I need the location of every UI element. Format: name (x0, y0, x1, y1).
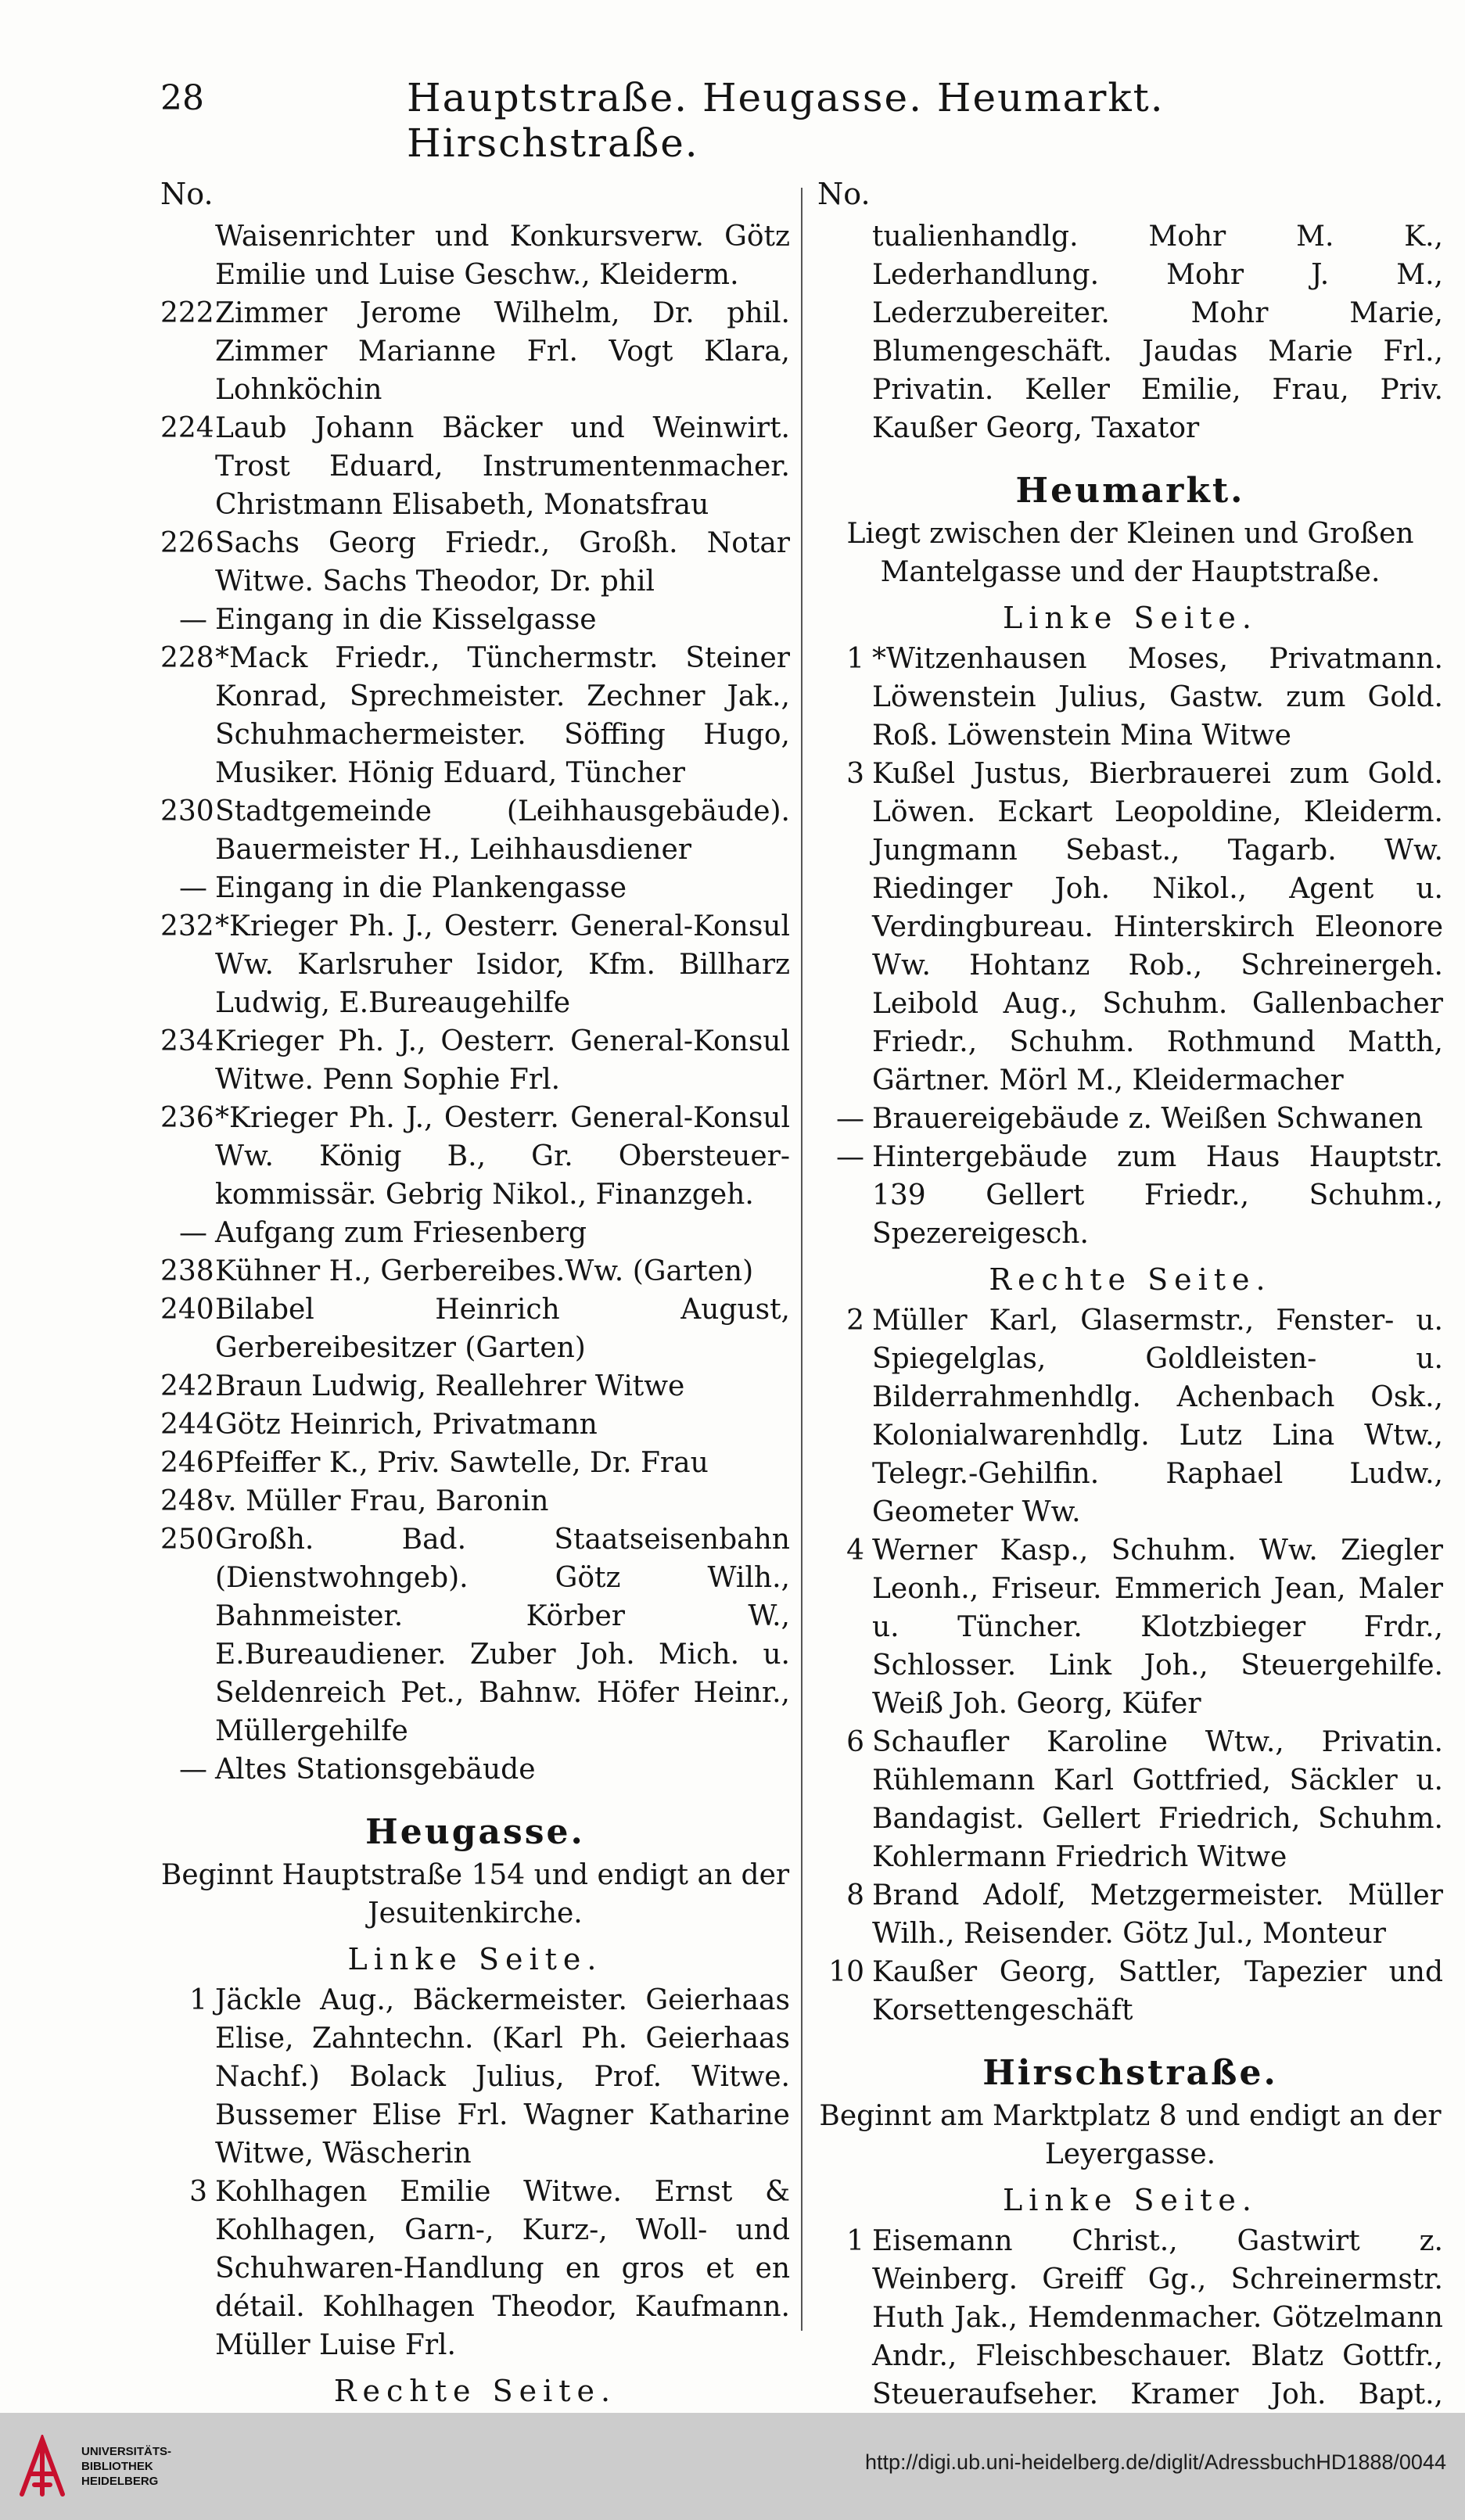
resident-text: Braun Ludwig, Reallehrer Witwe (215, 1370, 685, 1402)
directory-entry (160, 1444, 790, 1482)
directory-entry (817, 1876, 1443, 1953)
library-name-line: UNIVERSITÄTS- (81, 2445, 172, 2458)
directory-entry (160, 1022, 790, 1099)
house-number: 3 (846, 758, 864, 790)
house-number: 10 (828, 1956, 864, 1988)
house-number: — (179, 1217, 207, 1249)
resident-text: Brauereigebäude z. Weißen Schwanen (872, 1103, 1424, 1135)
directory-entry (160, 1099, 790, 1214)
digitization-footer (0, 2413, 1465, 2520)
resident-text: *Mack Friedr., Tünchermstr. Steiner Konrad, Sprechmeister. Zechner Jak., Schuhmachermeister. Söffing Hugo, Musiker. Hönig Eduard, Tüncher (215, 642, 790, 789)
resident-text: Jäckle Aug., Bäckermeister. Geierhaas Elise, Zahntechn. (Karl Ph. Geierhaas Nachf.) Bolack Julius, Prof. Witwe. Bussemer Elise Frl. Wagner Katharine Witwe, Wäscherin (215, 1984, 790, 2170)
house-number: 248 (160, 1485, 214, 1517)
side-heading-left: Linke Seite. (347, 1942, 603, 1976)
resident-text: Müller Karl, Glasermstr., Fenster- u. Spiegelglas, Goldleisten- u. Bilderrahmenhdlg. Achenbach Osk., Kolonialwarenhdlg. Lutz Lina Wtw., Telegr.-Gehilfin. Raphael Ludw., Geometer Ww. (872, 1305, 1443, 1528)
heugasse-left-entries (160, 1981, 790, 2364)
right-column (817, 174, 1443, 2452)
resident-text: Götz Heinrich, Privatmann (215, 1409, 598, 1441)
house-number: 8 (846, 1879, 864, 1912)
resident-text: Waisenrichter und Konkursverw. Götz Emilie und Luise Geschw., Kleiderm. (215, 221, 790, 291)
house-number: 6 (846, 1726, 864, 1758)
directory-entry (817, 1138, 1443, 1253)
heumarkt-right-entries (817, 1301, 1443, 2030)
directory-entry (817, 640, 1443, 755)
house-number: 1 (846, 2225, 864, 2257)
house-number: 224 (160, 412, 214, 444)
resident-text: *Witzenhausen Moses, Privatmann. Löwenstein Julius, Gastw. zum Gold. Roß. Löwenstein Mina Witwe (872, 643, 1443, 752)
resident-text: *Krieger Ph. J., Oesterr. General-Konsul Ww. Karlsruher Isidor, Kfm. Billharz Ludwig, E.Bureaugehilfe (215, 910, 790, 1019)
directory-entry (160, 1214, 790, 1252)
directory-entry (160, 601, 790, 639)
library-logo-icon (17, 2435, 67, 2499)
directory-entry (160, 217, 790, 294)
library-name (81, 2444, 171, 2489)
street-description-heumarkt: Liegt zwischen der Kleinen und Großen Mantelgasse und der Hauptstraße. (846, 518, 1414, 588)
heumarkt-left-entries (817, 640, 1443, 1253)
directory-entry (160, 1750, 790, 1789)
resident-text: Kaußer Georg, Sattler, Tapezier und Korsettengeschäft (872, 1956, 1443, 2026)
library-name-line: HEIDELBERG (81, 2475, 159, 2488)
directory-entry (817, 1531, 1443, 1723)
directory-entry (160, 2173, 790, 2364)
resident-text: Kühner H., Gerbereibes.Ww. (Garten) (215, 1255, 754, 1287)
directory-entry (160, 1482, 790, 1520)
directory-entry (160, 639, 790, 792)
resident-text: Eingang in die Plankengasse (215, 872, 627, 904)
resident-text: Eingang in die Kisselgasse (215, 604, 597, 636)
house-number: 240 (160, 1294, 214, 1326)
resident-text: Werner Kasp., Schuhm. Ww. Ziegler Leonh., Friseur. Emmerich Jean, Maler u. Tüncher. Klotzbieger Frdr., Schlosser. Link Joh., Steuergehilfe. Weiß Joh. Georg, Küfer (872, 1535, 1443, 1720)
house-number: 230 (160, 795, 214, 827)
resident-text: Eisemann Christ., Gastwirt z. Weinberg. Greiff Gg., Schreinermstr. Huth Jak., Hemdenmacher. Götzelmann Andr., Fleischbeschauer. Blatz Gottfr., Steueraufseher. Kramer Joh. Bapt., (872, 2225, 1443, 2411)
directory-entry (817, 1100, 1443, 1138)
house-number: 3 (189, 2176, 207, 2208)
house-number: 234 (160, 1025, 214, 1057)
house-number: 226 (160, 527, 214, 559)
resident-text: Stadtgemeinde (Leihhausgebäude). Bauermeister H., Leihhausdiener (215, 795, 790, 866)
resident-text: *Krieger Ph. J., Oesterr. General-Konsul Ww. König B., Gr. Obersteuer-kommissär. Gebrig Nikol., Finanzgeh. (215, 1102, 790, 1211)
house-number: — (836, 1103, 864, 1135)
resident-text: Laub Johann Bäcker und Weinwirt. Trost Eduard, Instrumentenmacher. Christmann Elisabeth, Monatsfrau (215, 412, 790, 521)
house-number: — (836, 1141, 864, 1173)
house-number: 238 (160, 1255, 214, 1287)
house-number: 222 (160, 297, 214, 329)
house-number: 4 (846, 1535, 864, 1567)
resident-text: Schaufler Karoline Wtw., Privatin. Rühlemann Karl Gottfried, Säckler u. Bandagist. Gellert Friedrich, Schuhm. Kohlermann Friedrich Witwe (872, 1726, 1443, 1873)
directory-entry (817, 1723, 1443, 1876)
directory-entry (160, 1520, 790, 1750)
house-number: — (179, 1754, 207, 1786)
left-column (160, 174, 790, 2489)
resident-text: Hintergebäude zum Haus Hauptstr. 139 Gellert Friedr., Schuhm., Spezereigesch. (872, 1141, 1443, 1250)
side-heading-left: Linke Seite. (1003, 601, 1258, 635)
directory-entry (160, 907, 790, 1022)
resident-text: Kohlhagen Emilie Witwe. Ernst & Kohlhagen, Garn-, Kurz-, Woll- und Schuhwaren-Handlung en gros et en détail. Kohlhagen Theodor, Kaufmann. Müller Luise Frl. (215, 2176, 790, 2361)
house-number: 242 (160, 1370, 214, 1402)
running-head (0, 72, 1465, 166)
directory-entry (817, 1953, 1443, 2030)
house-number (160, 217, 215, 294)
resident-text: v. Müller Frau, Baronin (215, 1485, 549, 1517)
side-heading-right: Rechte Seite. (333, 2374, 617, 2408)
directory-entry (817, 755, 1443, 1100)
library-name-line: BIBLIOTHEK (81, 2460, 153, 2473)
directory-entry (817, 1301, 1443, 1531)
house-number: 1 (189, 1984, 207, 2016)
street-title-heumarkt: Heumarkt. (1015, 471, 1245, 511)
directory-entry (160, 1252, 790, 1291)
street-description-heugasse: Beginnt Hauptstraße 154 und endigt an der Jesuitenkirche. (160, 1859, 790, 1929)
house-number: 236 (160, 1102, 214, 1134)
page-title: Hauptstraße. Heugasse. Heumarkt. Hirschstraße. (407, 75, 1165, 166)
directory-entry (160, 869, 790, 907)
directory-entry (160, 1291, 790, 1367)
house-number: 232 (160, 910, 214, 942)
house-number: 246 (160, 1447, 214, 1479)
house-number: 1 (846, 643, 864, 675)
hauptstrasse-entries (160, 217, 790, 1789)
resident-text: Pfeiffer K., Priv. Sawtelle, Dr. Frau (215, 1447, 709, 1479)
page-number: 28 (160, 78, 204, 118)
resident-text: Sachs Georg Friedr., Großh. Notar Witwe. Sachs Theodor, Dr. phil (215, 527, 790, 598)
resident-text: Zimmer Jerome Wilhelm, Dr. phil. Zimmer Marianne Frl. Vogt Klara, Lohnköchin (215, 297, 790, 406)
street-description-hirschstrasse: Beginnt am Marktplatz 8 und endigt an der Leyergasse. (819, 2100, 1442, 2170)
continued-entry: tualienhandlg. Mohr M. K., Lederhandlung. Mohr J. M., Lederzubereiter. Mohr Marie, Blumengeschäft. Jaudas Marie Frl., Privatin. Keller Emilie, Frau, Priv. Kaußer Georg, Taxator (872, 221, 1443, 444)
resident-text: Bilabel Heinrich August, Gerbereibesitzer (Garten) (215, 1294, 790, 1364)
directory-entry (160, 409, 790, 524)
resident-text: Kußel Justus, Bierbrauerei zum Gold. Löwen. Eckart Leopoldine, Kleiderm. Jungmann Sebast., Tagarb. Ww. Riedinger Joh. Nikol., Agent u. Verdingbureau. Hinterskirch Eleonore Ww. Hohtanz Rob., Schreinergeh. Leibold Aug., Schuhm. Gallenbacher Friedr., Schuhm. Rothmund Matth, Gärtner. Mörl M., Kleidermacher (872, 758, 1443, 1097)
number-column-label: No. (160, 177, 214, 211)
side-heading-left: Linke Seite. (1003, 2183, 1258, 2217)
house-number: 250 (160, 1524, 214, 1556)
source-url-link[interactable]: http://digi.ub.uni-heidelberg.de/diglit/AdressbuchHD1888/0044 (864, 2450, 1446, 2474)
house-number: — (179, 872, 207, 904)
street-title-hirschstrasse: Hirschstraße. (982, 2053, 1278, 2093)
house-number: 2 (846, 1305, 864, 1337)
column-divider (801, 188, 803, 2331)
directory-entry (160, 1367, 790, 1405)
house-number: — (179, 604, 207, 636)
side-heading-right: Rechte Seite. (989, 1262, 1272, 1297)
directory-entry (160, 524, 790, 601)
house-number: 228 (160, 642, 214, 674)
house-number: 244 (160, 1409, 214, 1441)
resident-text: Krieger Ph. J., Oesterr. General-Konsul Witwe. Penn Sophie Frl. (215, 1025, 790, 1096)
directory-entry (160, 792, 790, 869)
directory-entry (160, 1981, 790, 2173)
resident-text: Brand Adolf, Metzgermeister. Müller Wilh., Reisender. Götz Jul., Monteur (872, 1879, 1443, 1950)
directory-entry (160, 1405, 790, 1444)
resident-text: Aufgang zum Friesenberg (215, 1217, 587, 1249)
directory-entry (160, 294, 790, 409)
street-title-heugasse: Heugasse. (365, 1812, 585, 1852)
resident-text: Großh. Bad. Staatseisenbahn (Dienstwohngeb). Götz Wilh., Bahnmeister. Körber W., E.Bureaudiener. Zuber Joh. Mich. u. Seldenreich Pet., Bahnw. Höfer Heinr., Müllergehilfe (215, 1524, 790, 1747)
number-column-label: No. (817, 177, 871, 211)
resident-text: Altes Stationsgebäude (215, 1754, 536, 1786)
